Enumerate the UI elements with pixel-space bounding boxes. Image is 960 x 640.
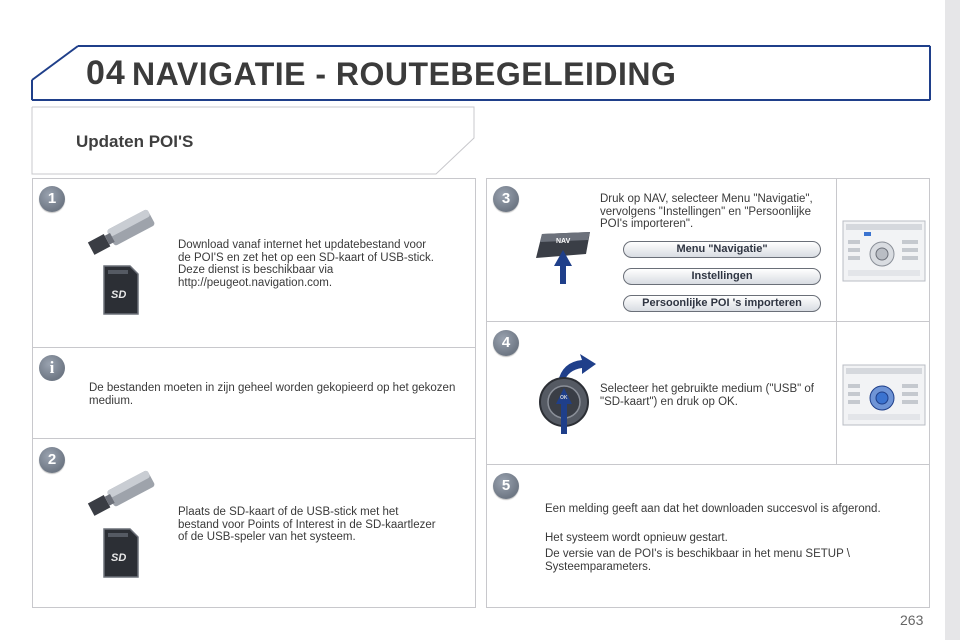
step-1-text: Download vanaf internet het updatebestand voor de POI'S en zet het op een SD-kaart of USB-stick. Deze dienst is beschikbaar via http://peugeot.navigation.com. xyxy=(178,239,434,289)
sd-card-logo-2: SD xyxy=(111,552,127,564)
section-title: Updaten POI'S xyxy=(76,132,194,151)
step-5-badge: 5 xyxy=(493,473,519,499)
step-1-badge: 1 xyxy=(39,186,65,212)
chapter-number: 04 xyxy=(86,54,126,92)
step-5-paragraph-1: Een melding geeft aan dat het downloaden succesvol is afgerond. xyxy=(545,503,881,515)
usb-stick-icon-2 xyxy=(82,466,162,516)
sd-card-logo: SD xyxy=(111,289,127,301)
step-4-badge: 4 xyxy=(493,330,519,356)
step-4-text: Selecteer het gebruikte medium ("USB" of "SD-kaart") en druk op OK. xyxy=(600,383,814,408)
left-divider-1 xyxy=(32,347,476,348)
info-text: De bestanden moeten in zijn geheel worden gekopieerd op het gekozen medium. xyxy=(89,382,456,407)
menu-item-instellingen[interactable]: Instellingen xyxy=(623,268,821,285)
step-2-text: Plaats de SD-kaart of de USB-stick met het bestand voor Points of Interest in de SD-kaartlezer of de USB-speler van het systeem. xyxy=(178,506,436,543)
head-unit-thumbnail-icon xyxy=(842,220,926,282)
knob-ok-label: OK xyxy=(560,395,568,401)
thumb-divider-4 xyxy=(836,321,837,464)
step-2-badge: 2 xyxy=(39,447,65,473)
step-3-badge: 3 xyxy=(493,186,519,212)
menu-item-navigatie[interactable]: Menu "Navigatie" xyxy=(623,241,821,258)
chapter-title: NAVIGATIE - ROUTEBEGELEIDING xyxy=(132,56,677,92)
head-unit-thumbnail-ok-icon xyxy=(842,364,926,426)
nav-button-label: NAV xyxy=(556,238,571,245)
left-divider-2 xyxy=(32,438,476,439)
step-3-text: Druk op NAV, selecteer Menu "Navigatie", vervolgens "Instellingen" en "Persoonlijke POI's importeren". xyxy=(600,193,813,230)
chapter-header-frame xyxy=(0,0,945,110)
menu-item-persoonlijke-poi-importeren[interactable]: Persoonlijke POI 's importeren xyxy=(623,295,821,312)
thumb-divider-3 xyxy=(836,178,837,321)
step-5-paragraph-2: Het systeem wordt opnieuw gestart. xyxy=(545,532,728,544)
page-edge-stripe xyxy=(945,0,960,640)
right-divider-1 xyxy=(486,321,930,322)
step-5-paragraph-3: De versie van de POI's is beschikbaar in het menu SETUP \ Systeemparameters. xyxy=(545,548,850,573)
page-number: 263 xyxy=(900,612,924,628)
info-badge: i xyxy=(39,355,65,381)
rotary-knob-icon xyxy=(534,350,604,436)
usb-stick-icon xyxy=(82,205,162,255)
nav-button-icon xyxy=(528,228,594,288)
right-divider-2 xyxy=(486,464,930,465)
